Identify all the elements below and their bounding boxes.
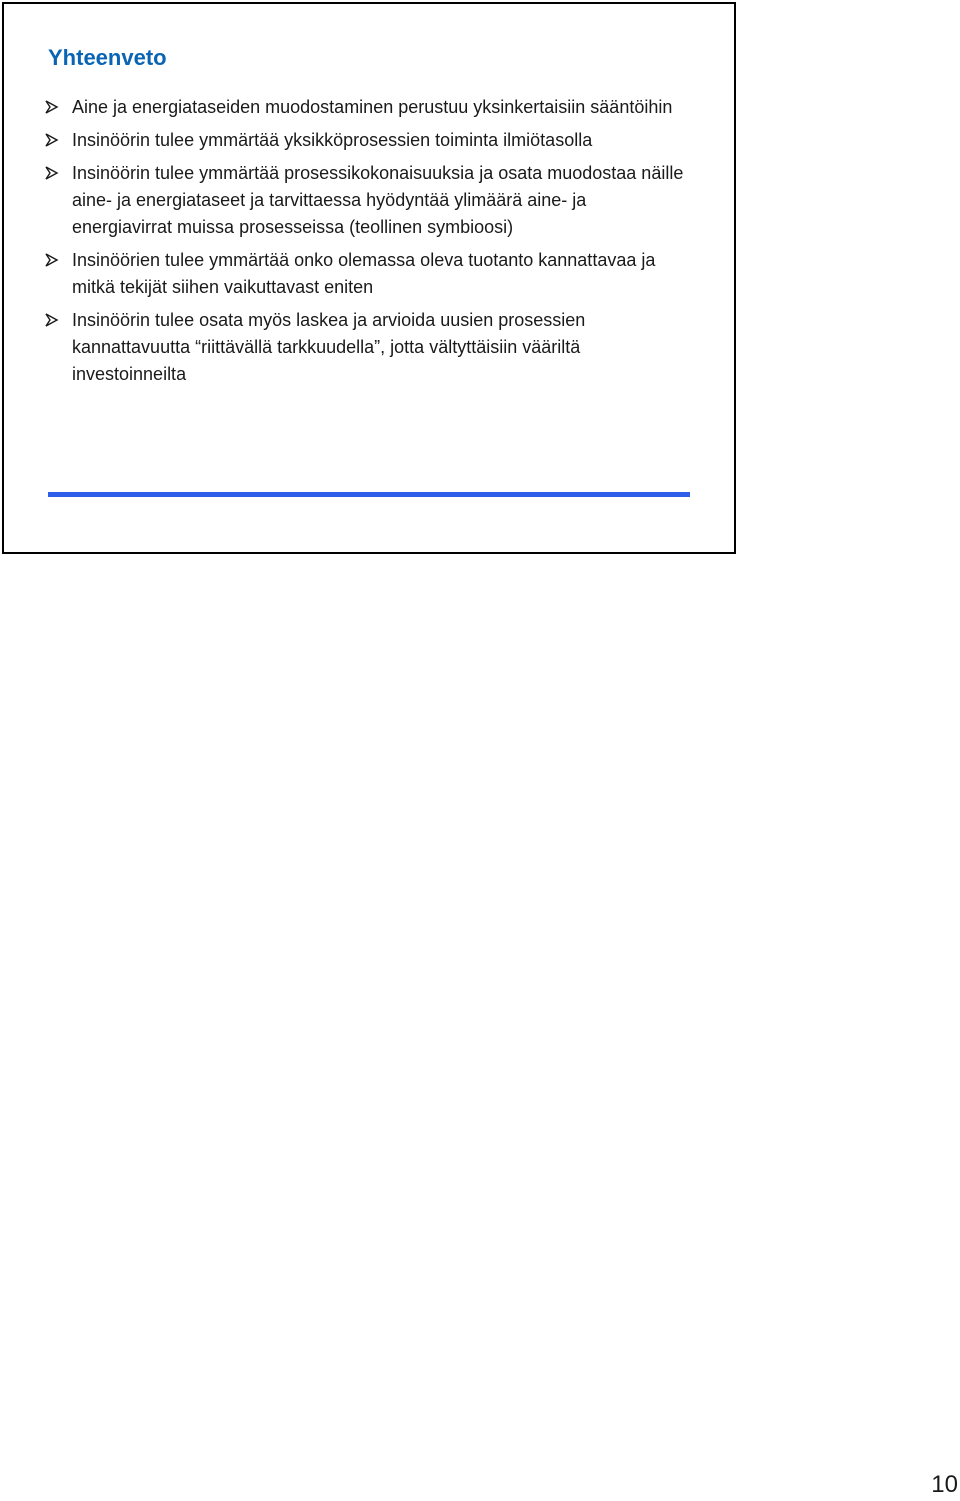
bullet-item xyxy=(44,247,684,301)
bullet-text: Insinöörin tulee ymmärtää prosessikokonaisuuksia ja osata muodostaa näille aine- ja energiataseet ja tarvittaessa hyödyntää ylimäärä aine- ja energiavirrat muissa prosesseissa (teollinen symbioosi) xyxy=(72,163,684,237)
slide-accent-line xyxy=(48,492,690,497)
bullet-text: Insinöörien tulee ymmärtää onko olemassa oleva tuotanto kannattavaa ja mitkä tekijät siihen vaikuttavast eniten xyxy=(72,250,656,297)
bullet-text: Aine ja energiataseiden muodostaminen perustuu yksinkertaisiin sääntöihin xyxy=(72,97,673,117)
bullet-item xyxy=(44,94,684,121)
arrowhead-bullet-icon xyxy=(45,96,59,118)
slide-frame xyxy=(2,2,736,554)
arrowhead-bullet-icon xyxy=(45,249,59,271)
page-number: 10 xyxy=(931,1471,958,1498)
arrowhead-bullet-icon xyxy=(45,309,59,331)
slide-title: Yhteenveto xyxy=(48,45,167,70)
bullet-item xyxy=(44,127,684,154)
bullet-list xyxy=(44,94,684,394)
bullet-text: Insinöörin tulee osata myös laskea ja arvioida uusien prosessien kannattavuutta “riittävällä tarkkuudella”, jotta vältyttäisiin vääriltä investoinneilta xyxy=(72,310,586,384)
bullet-item xyxy=(44,307,684,388)
bullet-text: Insinöörin tulee ymmärtää yksikköprosessien toiminta ilmiötasolla xyxy=(72,130,593,150)
bullet-item xyxy=(44,160,684,241)
arrowhead-bullet-icon xyxy=(45,162,59,184)
arrowhead-bullet-icon xyxy=(45,129,59,151)
